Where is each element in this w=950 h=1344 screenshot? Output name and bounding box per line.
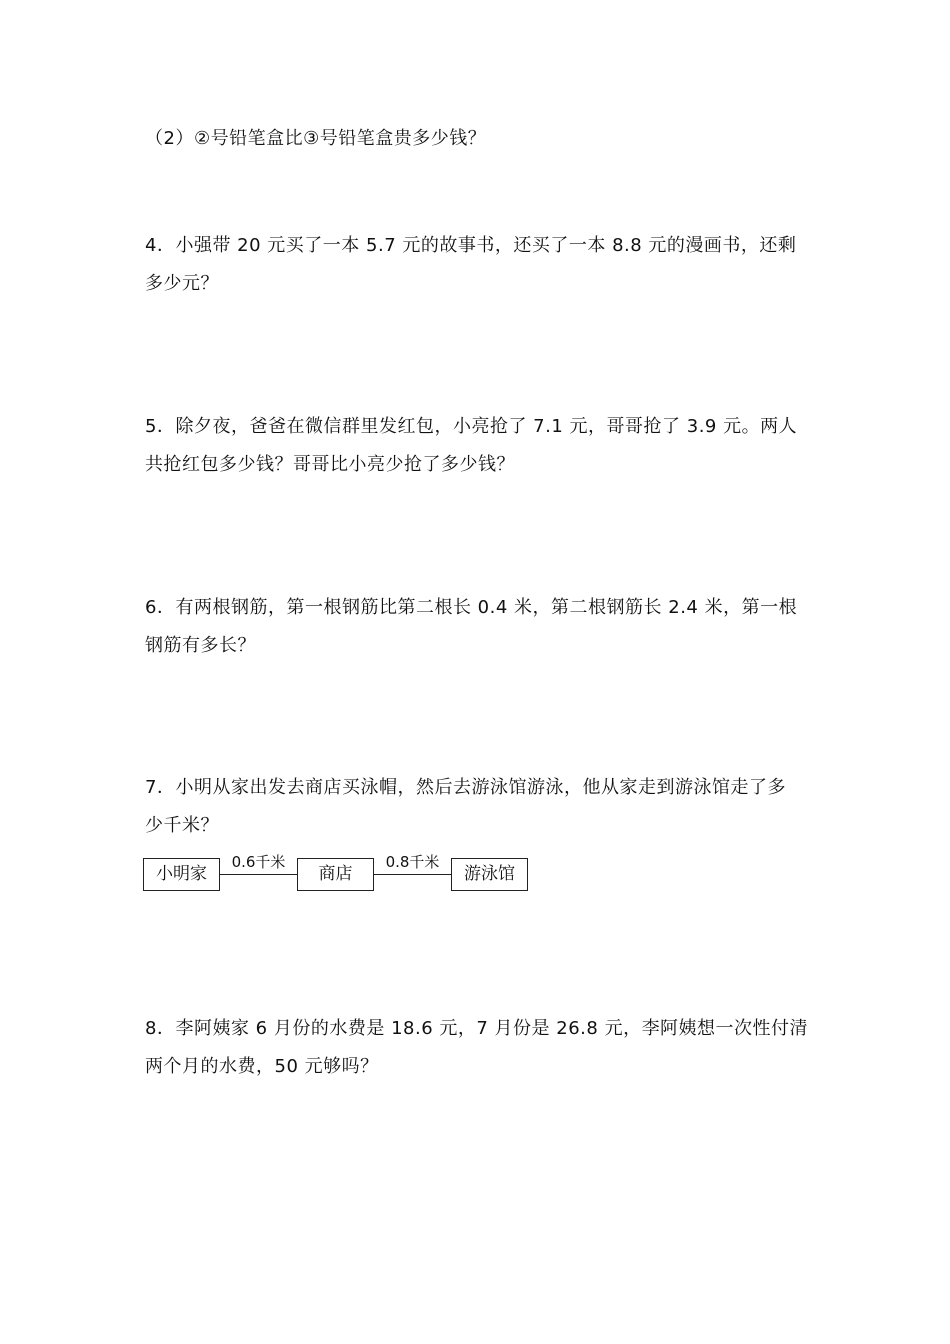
connector-store-pool — [374, 874, 451, 875]
question-4-line-1: 4．小强带 20 元买了一本 5.7 元的故事书，还买了一本 8.8 元的漫画书，还剩 — [145, 235, 797, 256]
store-box: 商店 — [297, 858, 374, 891]
question-6-line-2: 钢筋有多长？ — [145, 635, 256, 656]
connector-home-store — [220, 874, 297, 875]
question-7-line-1: 7．小明从家出发去商店买泳帽，然后去游泳馆游泳，他从家走到游泳馆走了多 — [145, 777, 786, 798]
distance-store-pool: 0.8千米 — [385, 853, 440, 871]
question-7-line-2: 少千米？ — [145, 815, 219, 836]
home-box: 小明家 — [143, 858, 220, 891]
distance-home-store: 0.6千米 — [231, 853, 286, 871]
question-8-line-2: 两个月的水费，50 元够吗？ — [145, 1056, 379, 1077]
question-5-line-1: 5．除夕夜，爸爸在微信群里发红包，小亮抢了 7.1 元，哥哥抢了 3.9 元。两人 — [145, 416, 798, 437]
question-5-line-2: 共抢红包多少钱？哥哥比小亮少抢了多少钱？ — [145, 454, 515, 475]
pool-box: 游泳馆 — [451, 858, 528, 891]
question-6-line-1: 6．有两根钢筋，第一根钢筋比第二根长 0.4 米，第二根钢筋长 2.4 米，第一根 — [145, 597, 798, 618]
question-8-line-1: 8．李阿姨家 6 月份的水费是 18.6 元，7 月份是 26.8 元，李阿姨想一次性付清 — [145, 1018, 809, 1039]
question-3-part-2: （2）②号铅笔盒比③号铅笔盒贵多少钱？ — [145, 128, 487, 149]
question-4-line-2: 多少元？ — [145, 273, 219, 294]
